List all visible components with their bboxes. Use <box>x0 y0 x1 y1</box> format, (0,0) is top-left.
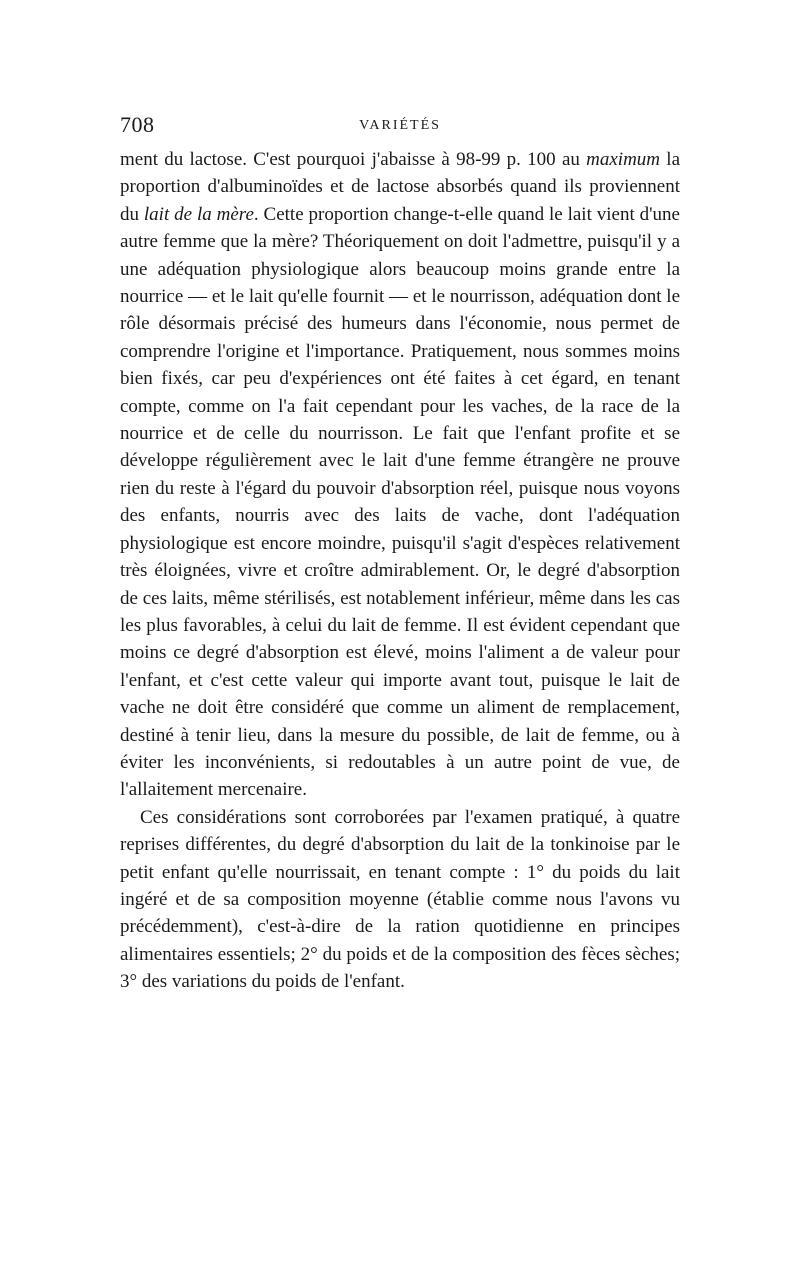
text-segment-italic: maximum <box>586 149 661 170</box>
body-text <box>120 146 680 996</box>
text-segment: . Cette proportion change-t-elle quand le lait vient d'une autre femme que la mère? Théoriquement on doit l'admettre, puisqu'il y a une adéquation physiologique alors beaucoup moins grande entre la nourrice — et le lait qu'elle fournit — et le nourrisson, adéquation dont le rôle désormais précisé des humeurs dans l'économie, nous permet de comprendre l'origine et l'importance. Pratiquement, nous sommes moins bien fixés, car peu d'expériences ont été faites à cet égard, en tenant compte, comme on l'a fait cependant pour les vaches, de la race de la nourrice et de celle du nourrisson. Le fait que l'enfant profite et se développe régulièrement avec le lait d'une femme étrangère ne prouve rien du reste à l'égard du pouvoir d'absorption réel, puisque nous voyons des enfants, nourris avec des laits de vache, dont l'adéquation physiologique est encore moindre, puisqu'il s'agit d'espèces relativement très éloignées, vivre et croître admirablement. Or, le degré d'absorption de ces laits, même stérilisés, est notablement inférieur, même dans les cas les plus favorables, à celui du lait de femme. Il est évident cependant que moins ce degré d'absorption est élevé, moins l'aliment a de valeur pour l'enfant, et c'est cette valeur qui importe avant tout, puisque le lait de vache ne doit être considéré que comme un aliment de remplacement, destiné à tenir lieu, dans la mesure du possible, de lait de femme, ou à éviter les inconvénients, si redoutables à un autre point de vue, de l'allaitement mercenaire. <box>120 203 680 801</box>
page-number: 708 <box>120 112 155 137</box>
text-segment: la proportion d'albuminoïdes et de lactose absorbés quand ils proviennent du <box>120 149 680 225</box>
text-segment: Ces considérations sont corroborées par l'examen pratiqué, à quatre reprises différentes, du degré d'absorption du lait de la tonkinoise par le petit enfant qu'elle nourrissait, en tenant compte : 1° du poids du lait ingéré et de sa composition moyenne (établie comme nous l'avons vu précédemment), c'est-à-dire de la ration quotidienne en principes alimentaires essentiels; 2° du poids et de la composition des fèces sèches; 3° des variations du poids de l'enfant. <box>120 806 680 993</box>
text-segment-italic: lait de la mère <box>143 203 254 225</box>
paragraph-2 <box>120 804 680 996</box>
text-segment: ment du lactose. C'est pourquoi j'abaisse à 98-99 p. 100 au <box>120 149 587 170</box>
paragraph-1 <box>120 146 680 804</box>
running-head <box>120 112 680 142</box>
running-title: VARIÉTÉS <box>359 118 441 133</box>
